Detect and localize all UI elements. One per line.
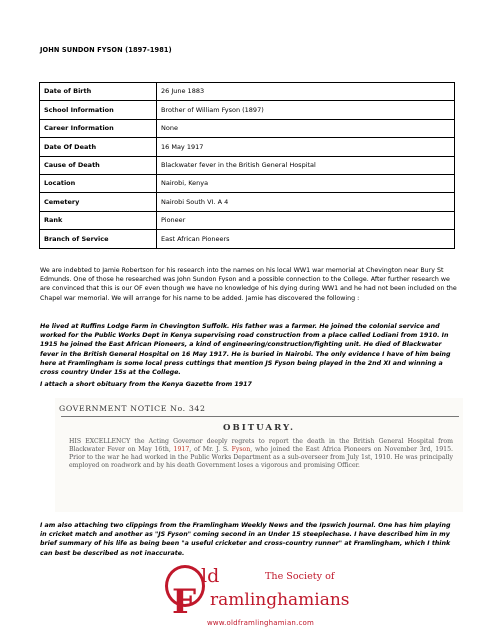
info-value: 16 May 1917 (157, 138, 455, 156)
page-title: JOHN SUNDON FYSON (1897-1981) (40, 46, 172, 54)
info-table-body (40, 83, 455, 249)
info-label: Cause of Death (40, 156, 157, 174)
logo-url: www.oldframlinghamian.com (207, 619, 315, 627)
info-value: Nairobi, Kenya (157, 174, 455, 192)
info-label: Cemetery (40, 193, 157, 211)
logo-word-old: ld (201, 565, 220, 587)
info-value: East African Pioneers (157, 230, 455, 248)
info-label: Rank (40, 211, 157, 229)
logo-initial: F (172, 582, 197, 622)
info-label: School Information (40, 101, 157, 119)
info-value: 26 June 1883 (157, 83, 455, 101)
bio-paragraph: He lived at Ruffins Lodge Farm in Chevington Suffolk. His father was a farmer. He joined the colonial service and worked for the Public Works Dept in Kenya supervising road construction from a place called Lodiani from 1910. In 1915 he joined the East African Pioneers, a kind of engineering/construction/fighting unit. He died of Blackwater fever in the British General Hospital on 16 May 1917. He is buried in Nairobi. The only evidence I have of him being here at Framlingham is some local press cuttings that mention JS Fyson being played in the 2nd XI and winning a cross country Under 15s at the College. (40, 323, 451, 377)
info-value: Blackwater fever in the British General Hospital (157, 156, 455, 174)
info-label: Branch of Service (40, 230, 157, 248)
info-row (40, 101, 455, 119)
clipping-text-mid: , of Mr. J. S. (189, 445, 232, 453)
logo-name: ramlinghamians (210, 590, 350, 610)
attach-note: I attach a short obituary from the Kenya Gazette from 1917 (40, 381, 252, 388)
clipping-text-post: , who joined the East Africa Pioneers on November 3rd, 1915. Prior to the war he had worked in the Public Works Department as a sub-overseer from July 1st, 1910. He was principally employed on roadwork and by his death Government loses a vigorous and promising Officer. (69, 445, 453, 469)
info-value: None (157, 119, 455, 137)
info-value: Brother of William Fyson (1897) (157, 101, 455, 119)
info-row (40, 174, 455, 192)
clipping-body (69, 438, 453, 470)
info-row (40, 119, 455, 137)
info-row (40, 193, 455, 211)
info-label: Date Of Death (40, 138, 157, 156)
society-logo (162, 565, 367, 633)
info-label: Date of Birth (40, 83, 157, 101)
info-label: Location (40, 174, 157, 192)
clipping-highlight-year: 1917 (173, 445, 190, 453)
info-table (39, 82, 455, 249)
closing-paragraph: I am also attaching two clippings from the Framlingham Weekly News and the Ipswich Journal. One has him playing in cricket match and another as "JS Fyson" coming second in an Under 15 steeplechase. I have described him in my brief summary of his life as being been "a useful cricketer and cross-country runner" at Framlingham, which I think can best be described as not inaccurate. (40, 522, 451, 557)
clipping-highlight-name: Fyson (231, 445, 251, 453)
info-row (40, 211, 455, 229)
info-row (40, 83, 455, 101)
logo-society-text: The Society of (265, 571, 335, 582)
info-row (40, 138, 455, 156)
clipping-rule (61, 416, 459, 417)
clipping-text-pre: HIS EXCELLENCY the Acting Governor deeply regrets to report the death in the British General Hospital from Blackwater Fever on May 16th, (69, 438, 453, 453)
intro-paragraph: We are indebted to Jamie Robertson for his research into the names on his local WW1 war memorial at Chevington near Bury St Edmunds. One of those he researched was John Sundon Fyson and a possible connection to the College. After further research we are convinced that this is our OF even though we have no knowledge of his dying during WW1 and he had not been included on the Chapel war memorial. We will arrange for his name to be added. Jamie has discovered the following : (40, 267, 457, 302)
info-label: Career Information (40, 119, 157, 137)
info-value: Pioneer (157, 211, 455, 229)
info-row (40, 230, 455, 248)
clipping-heading: OBITUARY. (223, 423, 295, 433)
obituary-clipping (55, 398, 463, 512)
info-row (40, 156, 455, 174)
clipping-notice: GOVERNMENT NOTICE No. 342 (59, 404, 206, 413)
info-value: Nairobi South VI. A 4 (157, 193, 455, 211)
